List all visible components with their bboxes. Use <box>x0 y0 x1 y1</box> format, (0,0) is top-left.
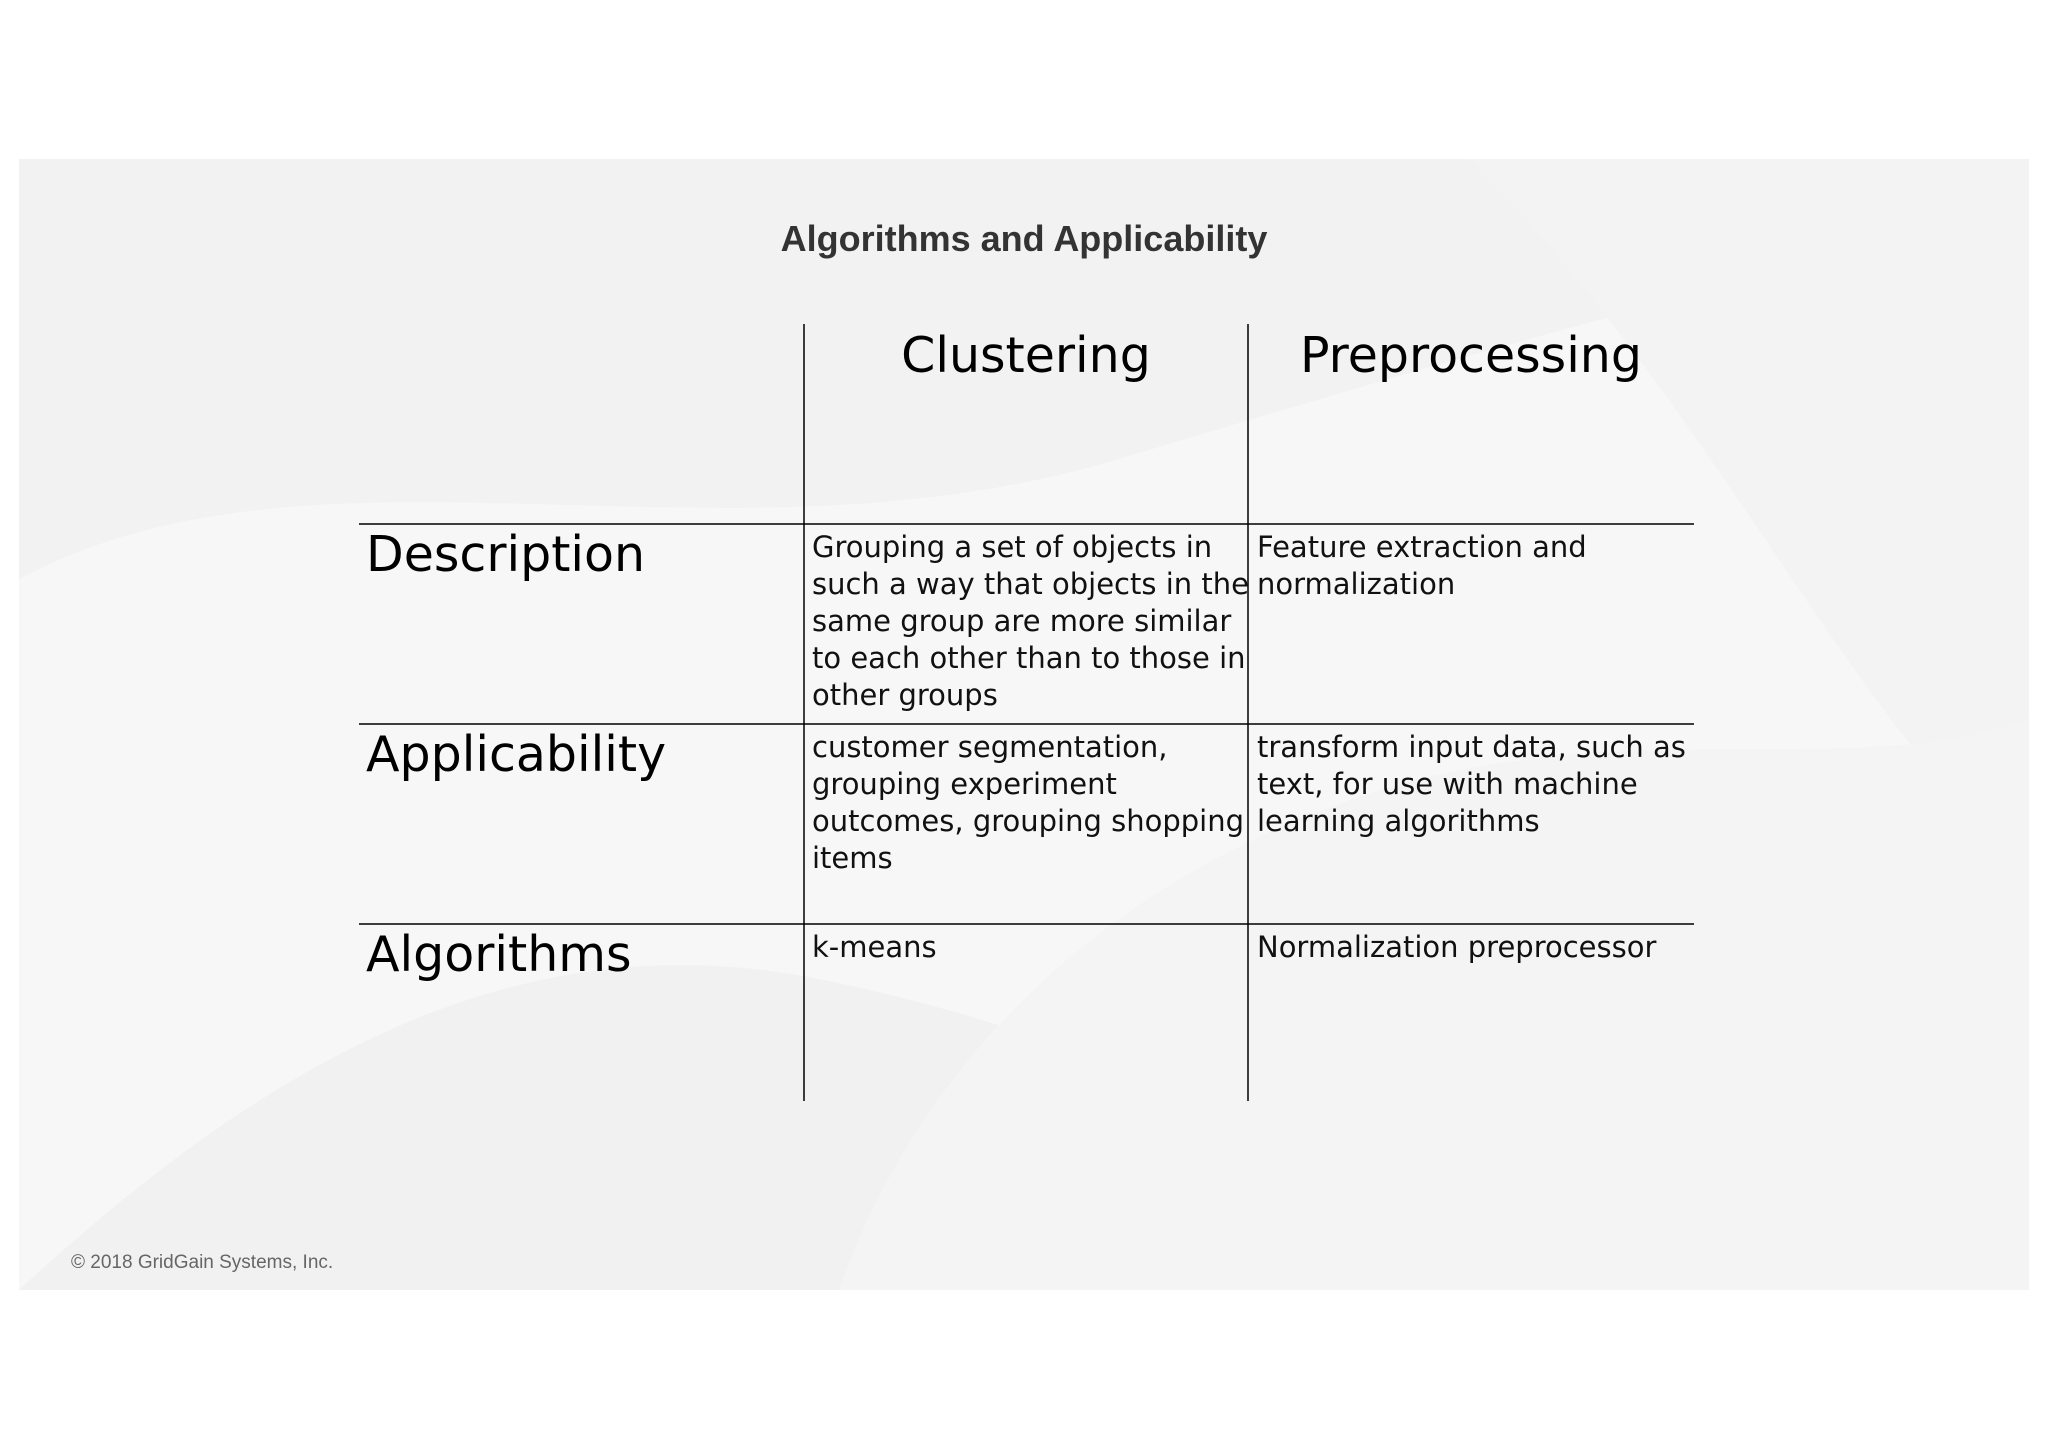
slide-title: Algorithms and Applicability <box>780 218 1268 259</box>
row-header-description: Description <box>366 526 646 583</box>
slide <box>19 159 2029 1290</box>
row-header-applicability: Applicability <box>366 726 667 783</box>
cell-applicability-clustering: customer segmentation, grouping experiment outcomes, grouping shopping items <box>812 730 1244 875</box>
column-header-preprocessing: Preprocessing <box>1300 327 1642 384</box>
cell-description-preprocessing: Feature extraction and normalization <box>1257 530 1587 601</box>
column-header-clustering: Clustering <box>901 327 1151 384</box>
cell-description-clustering: Grouping a set of objects in such a way that objects in the same group are more similar to each other than to those in other groups <box>812 530 1249 712</box>
copyright-footer: © 2018 GridGain Systems, Inc. <box>71 1252 334 1273</box>
cell-applicability-preprocessing: transform input data, such as text, for use with machine learning algorithms <box>1257 730 1686 838</box>
cell-algorithms-preprocessing: Normalization preprocessor <box>1257 930 1657 964</box>
row-header-algorithms: Algorithms <box>366 926 632 983</box>
cell-algorithms-clustering: k-means <box>812 930 937 964</box>
